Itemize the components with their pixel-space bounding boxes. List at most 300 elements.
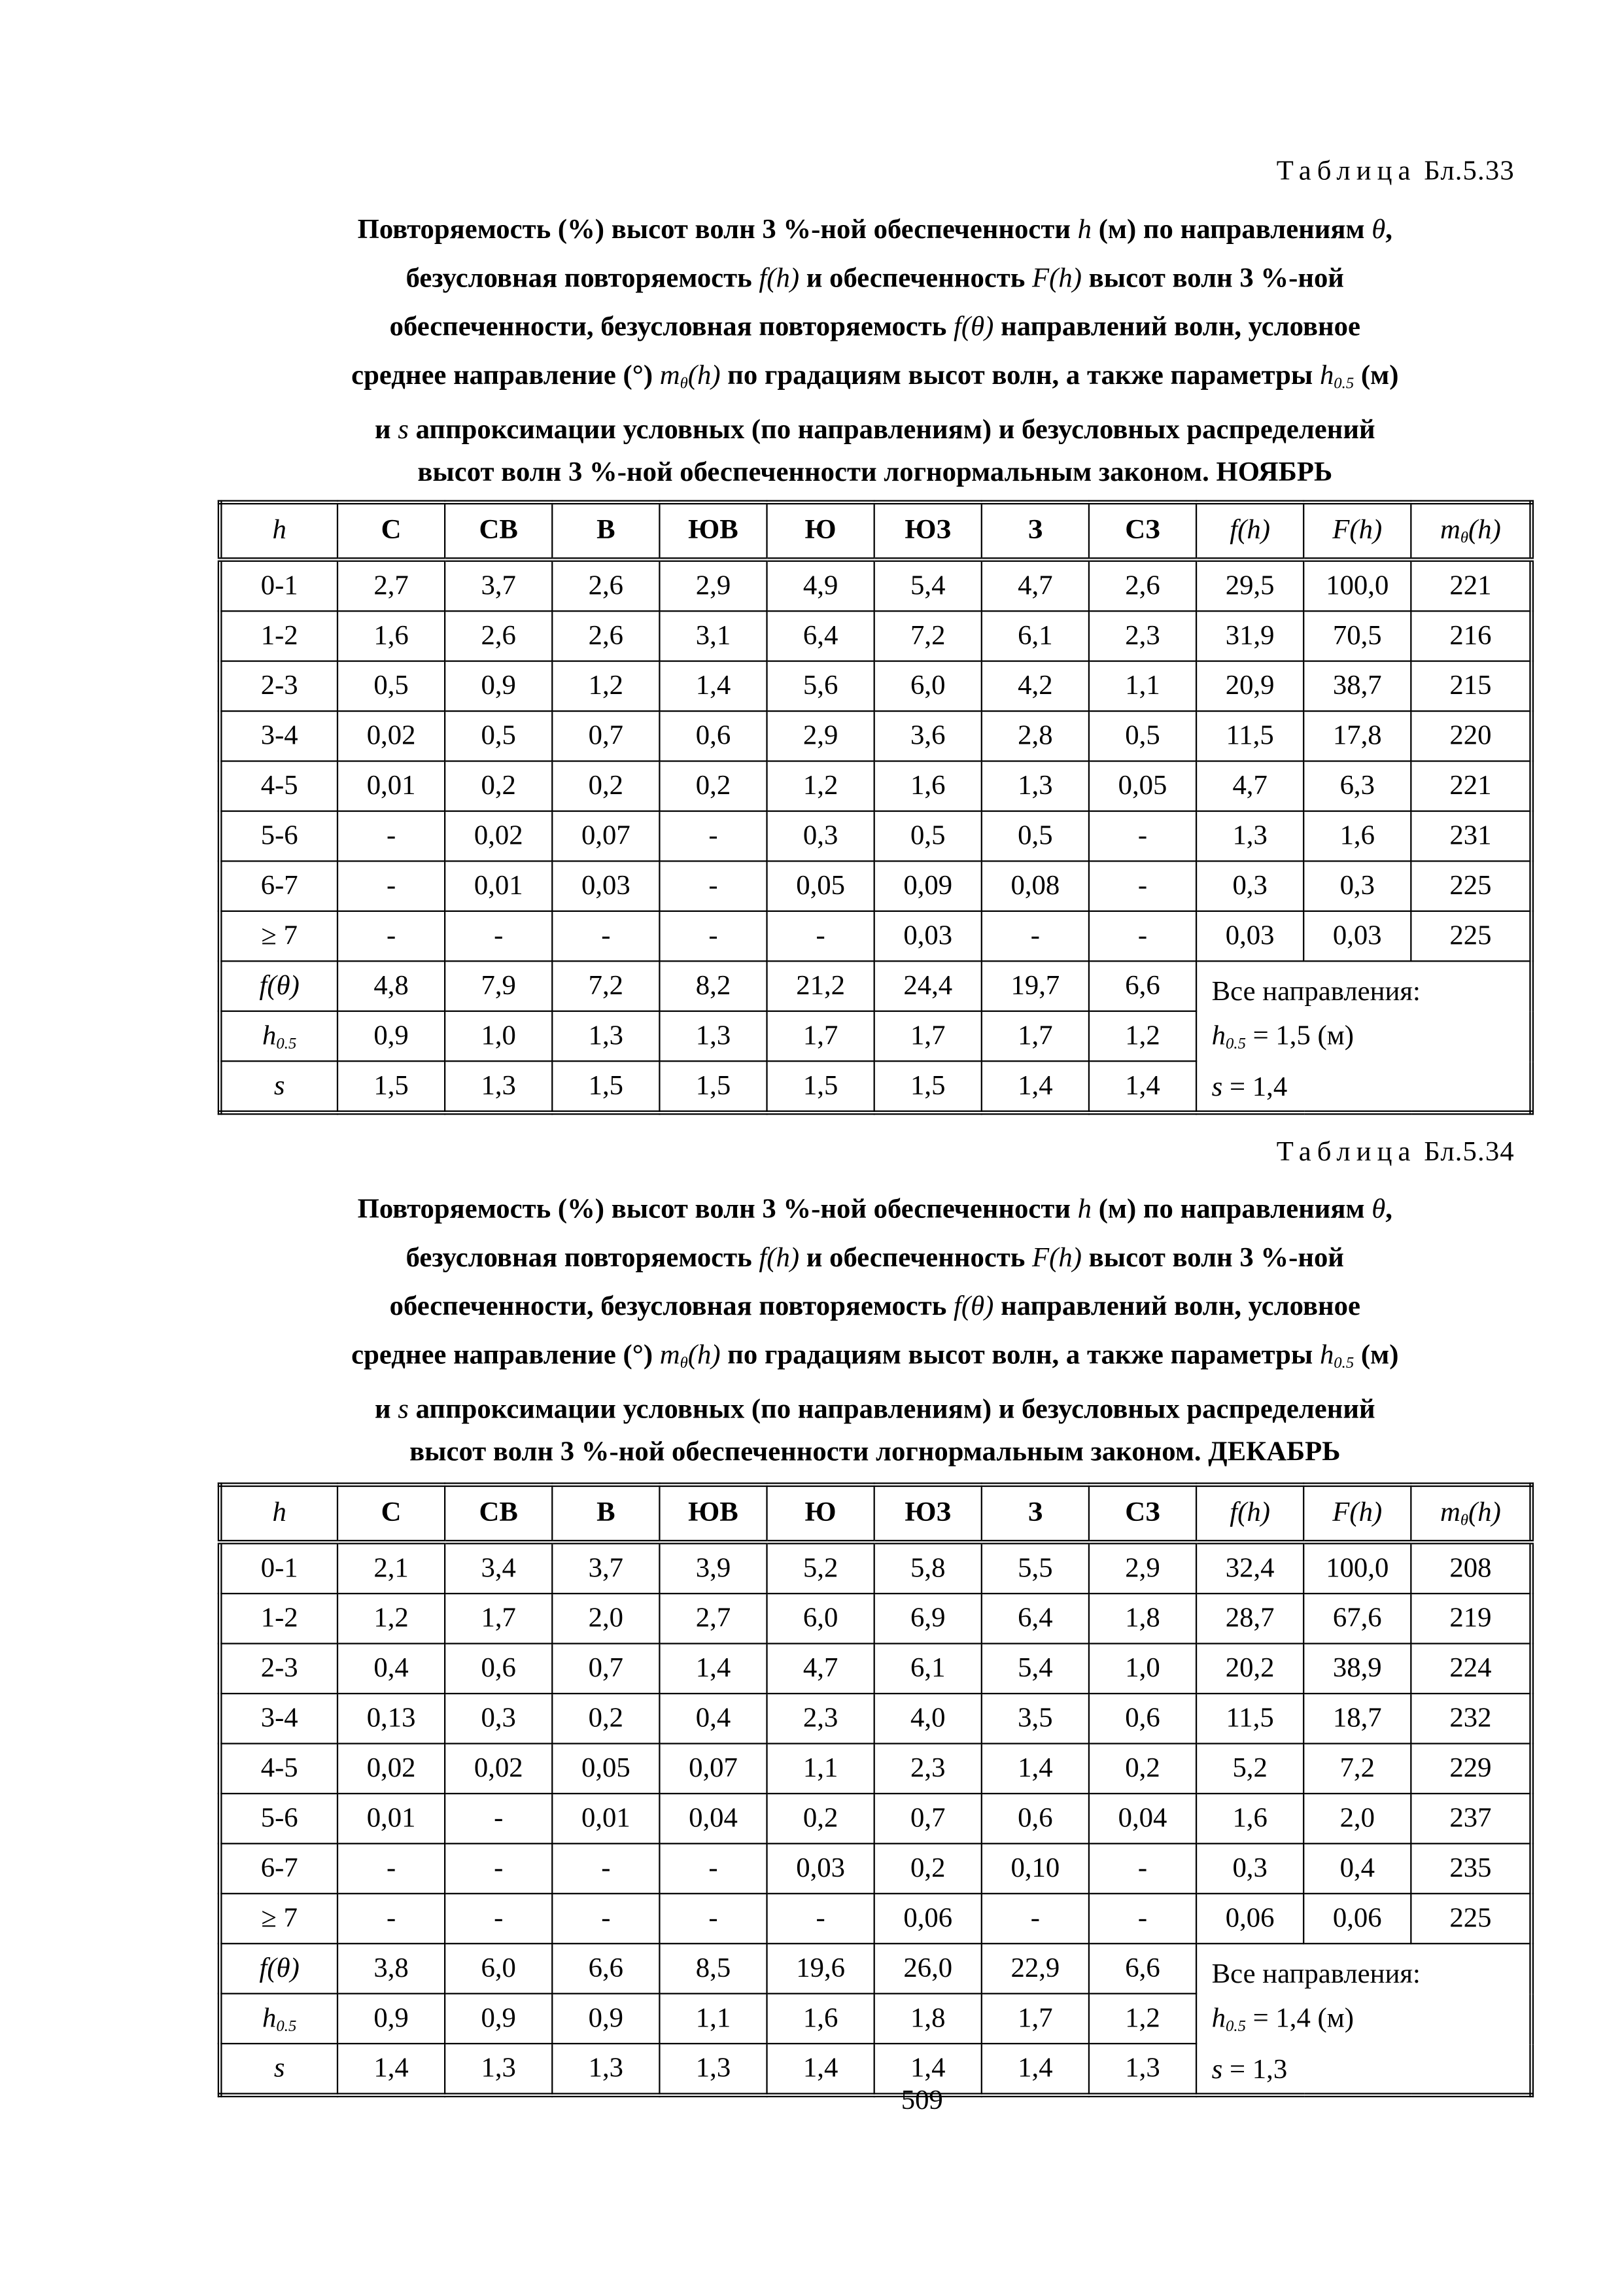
cell-value: 7,2 bbox=[1339, 1752, 1375, 1784]
row-label-cell bbox=[220, 961, 337, 1011]
table-cell bbox=[767, 761, 874, 811]
row-label-cell bbox=[220, 611, 337, 661]
cell-value: 1,5 bbox=[910, 1070, 946, 1101]
table-cell bbox=[1089, 611, 1196, 661]
table-cell bbox=[552, 1011, 659, 1061]
text-span: θ bbox=[680, 375, 688, 393]
cell-value: - bbox=[601, 1902, 611, 1934]
table-cell bbox=[1411, 1843, 1531, 1893]
table-row bbox=[220, 861, 1532, 911]
cell-value: - bbox=[1030, 920, 1040, 951]
summary-h bbox=[1212, 1015, 1530, 1066]
cell-value: 3,8 bbox=[373, 1952, 409, 1983]
table-cell bbox=[982, 611, 1089, 661]
header-label: f(h) bbox=[1230, 514, 1270, 546]
row-label-cell bbox=[220, 1593, 337, 1643]
table-cell bbox=[659, 1943, 767, 1993]
cell-value: 1,2 bbox=[373, 1602, 409, 1633]
cell-value: 3,5 bbox=[1018, 1702, 1053, 1733]
cell-value: 1,0 bbox=[1125, 1652, 1160, 1684]
cell-value: 0,9 bbox=[373, 1020, 409, 1051]
cell-value: - bbox=[386, 1902, 396, 1934]
cell-value: 1,7 bbox=[802, 1020, 838, 1051]
cell-value: 28,7 bbox=[1225, 1602, 1275, 1633]
table-cell bbox=[1411, 1694, 1531, 1743]
table-row bbox=[220, 1593, 1532, 1643]
cell-value: - bbox=[494, 1902, 504, 1934]
table-cell bbox=[1411, 611, 1531, 661]
table-cell bbox=[1411, 711, 1531, 761]
cell-value: 0,06 bbox=[1225, 1902, 1275, 1934]
table-caption bbox=[206, 206, 1544, 495]
cell-value: 215 bbox=[1449, 670, 1492, 701]
cell-value: 70,5 bbox=[1332, 619, 1382, 651]
table-cell bbox=[982, 811, 1089, 861]
table-cell bbox=[1196, 1743, 1303, 1793]
cell-value: 0,01 bbox=[581, 1802, 630, 1834]
cell-value: 0,09 bbox=[903, 869, 953, 901]
cell-value: - bbox=[494, 1852, 504, 1884]
cell-value: 4-5 bbox=[260, 770, 298, 801]
cell-value: 0,7 bbox=[588, 720, 624, 751]
cell-value: 0,13 bbox=[366, 1702, 416, 1733]
table-cell bbox=[982, 1794, 1089, 1843]
table-row bbox=[220, 611, 1532, 661]
header-cell bbox=[1089, 1485, 1196, 1542]
header-label: ЮВ bbox=[688, 514, 738, 546]
row-label: h bbox=[262, 1020, 277, 1051]
table-cell bbox=[337, 761, 445, 811]
cell-value: 0,02 bbox=[366, 1752, 416, 1784]
table-cell bbox=[1089, 911, 1196, 961]
table-cell bbox=[982, 911, 1089, 961]
cell-value: - bbox=[708, 869, 718, 901]
cell-value: 225 bbox=[1449, 1902, 1492, 1934]
text-span: обеспеченности, безусловная повторяемость bbox=[389, 311, 947, 343]
table-cell bbox=[552, 861, 659, 911]
cell-value: 5,8 bbox=[910, 1552, 946, 1584]
cell-value: 1,4 bbox=[1018, 1070, 1053, 1101]
cell-value: 0,2 bbox=[481, 770, 516, 801]
cell-value: - bbox=[494, 920, 504, 951]
table-cell bbox=[445, 1593, 552, 1643]
text-span: , bbox=[1385, 1194, 1392, 1225]
cell-value: 31,9 bbox=[1225, 619, 1275, 651]
table-cell bbox=[337, 1994, 445, 2044]
table-cell bbox=[1089, 711, 1196, 761]
cell-value: 0,4 bbox=[1339, 1852, 1375, 1884]
header-subscript: θ bbox=[1460, 1512, 1468, 1530]
table-cell bbox=[659, 1593, 767, 1643]
text-span: 0.5 bbox=[1226, 2017, 1246, 2036]
header-row bbox=[220, 502, 1532, 560]
table-cell bbox=[767, 1994, 874, 2044]
header-label: f(h) bbox=[1230, 1497, 1270, 1529]
cell-value: 7,2 bbox=[910, 619, 946, 651]
table-cell bbox=[659, 661, 767, 711]
cell-value: 5-6 bbox=[260, 1802, 298, 1834]
cell-value: 17,8 bbox=[1332, 720, 1382, 751]
text-span: = 1,3 bbox=[1230, 2055, 1288, 2086]
cell-value: 4,7 bbox=[802, 1652, 838, 1684]
cell-value: 0,9 bbox=[481, 2002, 516, 2034]
header-label: F(h) bbox=[1332, 1497, 1383, 1529]
table-cell bbox=[659, 611, 767, 661]
cell-value: 232 bbox=[1449, 1702, 1492, 1733]
cell-value: 6,6 bbox=[588, 1952, 624, 1983]
cell-value: 7,2 bbox=[588, 969, 624, 1001]
table-cell bbox=[874, 811, 982, 861]
row-label-cell bbox=[220, 1011, 337, 1061]
cell-value: 0,5 bbox=[373, 670, 409, 701]
table-cell bbox=[445, 1743, 552, 1793]
text-span: f(h) bbox=[759, 263, 800, 294]
row-label: f(θ) bbox=[259, 969, 300, 1001]
table-cell bbox=[445, 1011, 552, 1061]
table-cell bbox=[1089, 1644, 1196, 1694]
cell-value: 6-7 bbox=[260, 1852, 298, 1884]
cell-value: 0,4 bbox=[695, 1702, 731, 1733]
cell-value: 1,4 bbox=[910, 2052, 946, 2083]
cell-value: 3,7 bbox=[481, 570, 516, 601]
cell-value: 4,8 bbox=[373, 969, 409, 1001]
cell-value: 6,1 bbox=[1018, 619, 1053, 651]
cell-value: 2,1 bbox=[373, 1552, 409, 1584]
cell-value: - bbox=[1030, 1902, 1040, 1934]
table-cell bbox=[982, 1694, 1089, 1743]
cell-value: 0,10 bbox=[1010, 1852, 1060, 1884]
table-row bbox=[220, 1644, 1532, 1694]
text-span: s bbox=[398, 1394, 409, 1425]
cell-value: - bbox=[1137, 869, 1148, 901]
header-label: С bbox=[381, 1497, 402, 1529]
cell-value: 1,2 bbox=[588, 670, 624, 701]
text-span: F(h) bbox=[1032, 1242, 1082, 1274]
table-cell bbox=[445, 661, 552, 711]
table-row bbox=[220, 961, 1532, 1011]
cell-value: 0,01 bbox=[366, 770, 416, 801]
table-cell bbox=[337, 1593, 445, 1643]
text-span: h bbox=[1319, 1340, 1334, 1371]
header-label: ЮВ bbox=[688, 1497, 738, 1529]
cell-value: 0,02 bbox=[474, 1752, 523, 1784]
cell-value: 29,5 bbox=[1225, 570, 1275, 601]
cell-value: 67,6 bbox=[1332, 1602, 1382, 1633]
table-cell bbox=[767, 1542, 874, 1593]
cell-value: 220 bbox=[1449, 720, 1492, 751]
header-label: З bbox=[1027, 514, 1043, 546]
row-label-cell bbox=[220, 711, 337, 761]
cell-value: 0,2 bbox=[910, 1852, 946, 1884]
cell-value: 2,0 bbox=[1339, 1802, 1375, 1834]
cell-value: 2,9 bbox=[802, 720, 838, 751]
table-cell bbox=[767, 861, 874, 911]
table-cell bbox=[1411, 560, 1531, 612]
header-cell bbox=[1303, 1485, 1411, 1542]
cell-value: 1,7 bbox=[1018, 2002, 1053, 2034]
cell-value: 100,0 bbox=[1326, 1552, 1389, 1584]
cell-value: 0,01 bbox=[366, 1802, 416, 1834]
cell-value: 11,5 bbox=[1226, 720, 1274, 751]
table-label-number: Бл.5.34 bbox=[1424, 1137, 1515, 1168]
cell-value: 225 bbox=[1449, 920, 1492, 951]
table-cell bbox=[1303, 1794, 1411, 1843]
header-cell bbox=[659, 1485, 767, 1542]
cell-value: 6,4 bbox=[1018, 1602, 1053, 1633]
text-span: безусловная повторяемость bbox=[406, 263, 752, 294]
cell-value: - bbox=[708, 1852, 718, 1884]
table-cell bbox=[337, 611, 445, 661]
table-cell bbox=[1303, 761, 1411, 811]
table-cell bbox=[445, 861, 552, 911]
text-span: F(h) bbox=[1032, 263, 1082, 294]
cell-value: 0,02 bbox=[474, 820, 523, 851]
table-cell bbox=[767, 1644, 874, 1694]
header-label: Ю bbox=[804, 514, 837, 546]
cell-value: 2,9 bbox=[695, 570, 731, 601]
table-cell bbox=[1196, 1593, 1303, 1643]
cell-value: - bbox=[708, 820, 718, 851]
cell-value: 4-5 bbox=[260, 1752, 298, 1784]
cell-value: 5,2 bbox=[802, 1552, 838, 1584]
cell-value: 0,6 bbox=[1125, 1702, 1160, 1733]
header-label: m bbox=[1440, 1497, 1460, 1529]
header-cell bbox=[445, 502, 552, 560]
text-span: Все направления: bbox=[1211, 976, 1421, 1008]
table-cell bbox=[1089, 961, 1196, 1011]
table-cell bbox=[659, 1542, 767, 1593]
text-span: (h) bbox=[687, 1340, 721, 1371]
text-span: высот волн 3 %-ной обеспеченности логнормальным законом. ДЕКАБРЬ bbox=[409, 1436, 1341, 1468]
cell-value: ≥ 7 bbox=[261, 1902, 298, 1934]
table-cell bbox=[1089, 861, 1196, 911]
table-cell bbox=[552, 1994, 659, 2044]
header-cell bbox=[1196, 1485, 1303, 1542]
table-row bbox=[220, 1894, 1532, 1943]
cell-value: 1,4 bbox=[1018, 1752, 1053, 1784]
cell-value: 0,03 bbox=[581, 869, 630, 901]
cell-value: 8,2 bbox=[695, 969, 731, 1001]
caption-line bbox=[206, 1234, 1544, 1282]
cell-value: 38,9 bbox=[1332, 1652, 1382, 1684]
cell-value: 0,3 bbox=[802, 820, 838, 851]
cell-value: 3-4 bbox=[260, 1702, 298, 1733]
table-cell bbox=[982, 761, 1089, 811]
table-cell bbox=[1411, 761, 1531, 811]
cell-value: 1,2 bbox=[1125, 2002, 1160, 2034]
cell-value: 0,4 bbox=[373, 1652, 409, 1684]
cell-value: 1,7 bbox=[910, 1020, 946, 1051]
cell-value: 1,8 bbox=[910, 2002, 946, 2034]
caption-line bbox=[206, 1388, 1544, 1431]
table-cell bbox=[337, 560, 445, 612]
header-cell bbox=[982, 1485, 1089, 1542]
cell-value: 1,5 bbox=[373, 1070, 409, 1101]
cell-value: 0,5 bbox=[1125, 720, 1160, 751]
header-label: ЮЗ bbox=[905, 514, 952, 546]
table-cell bbox=[874, 1061, 982, 1113]
table-cell bbox=[659, 1843, 767, 1893]
table-cell bbox=[1411, 861, 1531, 911]
text-span: Повторяемость (%) высот волн 3 %-ной обеспеченности bbox=[357, 1194, 1071, 1225]
cell-value: 1,5 bbox=[695, 1070, 731, 1101]
table-cell bbox=[552, 1943, 659, 1993]
cell-value: - bbox=[816, 920, 825, 951]
cell-value: 0,06 bbox=[1332, 1902, 1382, 1934]
table-cell bbox=[874, 1994, 982, 2044]
table-cell bbox=[337, 661, 445, 711]
text-span: s bbox=[1211, 1072, 1223, 1104]
cell-value: 0,05 bbox=[796, 869, 845, 901]
table-cell bbox=[445, 1794, 552, 1843]
table-label-word: Таблица bbox=[1276, 156, 1417, 187]
cell-value: 4,2 bbox=[1018, 670, 1053, 701]
text-span: θ bbox=[1372, 215, 1386, 246]
cell-value: 0,6 bbox=[481, 1652, 516, 1684]
text-span: = 1,4 bbox=[1230, 1072, 1288, 1104]
row-label: s bbox=[273, 2052, 285, 2083]
table-cell bbox=[337, 1843, 445, 1893]
row-label-cell bbox=[220, 1894, 337, 1943]
cell-value: 3,7 bbox=[588, 1552, 624, 1584]
cell-value: 0,3 bbox=[1232, 869, 1268, 901]
table-row bbox=[220, 1843, 1532, 1893]
table-cell bbox=[874, 911, 982, 961]
table-cell bbox=[659, 861, 767, 911]
cell-value: 1,0 bbox=[481, 1020, 516, 1051]
table-cell bbox=[874, 761, 982, 811]
table-cell bbox=[982, 861, 1089, 911]
table-row bbox=[220, 560, 1532, 612]
text-span: 0.5 bbox=[1334, 1354, 1355, 1372]
table-cell bbox=[982, 1743, 1089, 1793]
table-cell bbox=[1303, 1843, 1411, 1893]
text-span: и обеспеченность bbox=[806, 1242, 1026, 1274]
cell-value: 237 bbox=[1449, 1802, 1492, 1834]
cell-value: 6,9 bbox=[910, 1602, 946, 1633]
table-cell bbox=[552, 1542, 659, 1593]
caption-line bbox=[206, 206, 1544, 254]
cell-value: 20,2 bbox=[1225, 1652, 1275, 1684]
cell-value: 6,6 bbox=[1125, 969, 1160, 1001]
table-cell bbox=[659, 711, 767, 761]
table-cell bbox=[874, 961, 982, 1011]
cell-value: 6,1 bbox=[910, 1652, 946, 1684]
table-cell bbox=[552, 1061, 659, 1113]
table-cell bbox=[982, 711, 1089, 761]
header-label: СЗ bbox=[1125, 1497, 1160, 1529]
summary-h bbox=[1212, 1997, 1530, 2049]
row-label-cell bbox=[220, 560, 337, 612]
cell-value: 2,6 bbox=[588, 570, 624, 601]
table-cell bbox=[1303, 861, 1411, 911]
text-span: и обеспеченность bbox=[806, 263, 1026, 294]
table-cell bbox=[1089, 1061, 1196, 1113]
text-span: аппроксимации условных (по направлениям) и безусловных распределений bbox=[415, 415, 1375, 446]
header-label: Ю bbox=[804, 1497, 837, 1529]
table-cell bbox=[552, 761, 659, 811]
cell-value: 235 bbox=[1449, 1852, 1492, 1884]
table-row bbox=[220, 1794, 1532, 1843]
header-label: С bbox=[381, 514, 402, 546]
row-label: s bbox=[273, 1070, 285, 1101]
table-cell bbox=[445, 1061, 552, 1113]
text-span: по градациям высот волн, а также параметры bbox=[727, 360, 1313, 392]
table-cell bbox=[982, 1593, 1089, 1643]
cell-value: - bbox=[816, 1902, 825, 1934]
table-cell bbox=[552, 1743, 659, 1793]
table-cell bbox=[767, 1593, 874, 1643]
table-cell bbox=[767, 1061, 874, 1113]
text-span: , bbox=[1385, 215, 1392, 246]
cell-value: 3,4 bbox=[481, 1552, 516, 1584]
table-cell bbox=[874, 1011, 982, 1061]
table-row bbox=[220, 1694, 1532, 1743]
table-cell bbox=[1196, 811, 1303, 861]
table-cell bbox=[982, 1843, 1089, 1893]
table-cell bbox=[1303, 911, 1411, 961]
cell-value: 1,3 bbox=[481, 1070, 516, 1101]
table-cell bbox=[1089, 1011, 1196, 1061]
table-cell bbox=[445, 1843, 552, 1893]
cell-value: 6,6 bbox=[1125, 1952, 1160, 1983]
cell-value: 8,5 bbox=[695, 1952, 731, 1983]
header-label: (h) bbox=[1468, 514, 1501, 546]
table-cell bbox=[659, 1644, 767, 1694]
table-cell bbox=[874, 1894, 982, 1943]
table-cell bbox=[767, 1743, 874, 1793]
text-span: 0.5 bbox=[1334, 375, 1355, 393]
cell-value: 2,9 bbox=[1125, 1552, 1160, 1584]
text-span: s bbox=[1211, 2055, 1223, 2086]
table-cell bbox=[337, 1743, 445, 1793]
table-cell bbox=[1411, 661, 1531, 711]
caption-line bbox=[206, 1331, 1544, 1389]
cell-value: 20,9 bbox=[1225, 670, 1275, 701]
cell-value: 1,4 bbox=[373, 2052, 409, 2083]
cell-value: 5,6 bbox=[802, 670, 838, 701]
table-cell bbox=[1411, 1743, 1531, 1793]
row-label-cell bbox=[220, 1994, 337, 2044]
table-cell bbox=[1196, 1843, 1303, 1893]
text-span: f(θ) bbox=[954, 1291, 994, 1323]
cell-value: 2,3 bbox=[910, 1752, 946, 1784]
table-cell bbox=[552, 1894, 659, 1943]
header-cell bbox=[659, 502, 767, 560]
header-cell bbox=[767, 1485, 874, 1542]
table-cell bbox=[767, 560, 874, 612]
table-cell bbox=[552, 1644, 659, 1694]
table-cell bbox=[445, 1894, 552, 1943]
table-cell bbox=[1196, 911, 1303, 961]
cell-value: 21,2 bbox=[796, 969, 845, 1001]
cell-value: 1-2 bbox=[260, 1602, 298, 1633]
cell-value: 0-1 bbox=[260, 570, 298, 601]
cell-value: 0,7 bbox=[910, 1802, 946, 1834]
row-label-cell bbox=[220, 1843, 337, 1893]
table-cell bbox=[659, 1894, 767, 1943]
header-cell bbox=[982, 502, 1089, 560]
cell-value: 18,7 bbox=[1332, 1702, 1382, 1733]
cell-value: 0,2 bbox=[588, 1702, 624, 1733]
text-span: m bbox=[659, 360, 680, 392]
cell-value: 1,1 bbox=[695, 2002, 731, 2034]
table-cell bbox=[337, 1061, 445, 1113]
table-cell bbox=[982, 560, 1089, 612]
cell-value: 6-7 bbox=[260, 869, 298, 901]
header-label: СВ bbox=[479, 1497, 518, 1529]
table-cell bbox=[445, 1542, 552, 1593]
